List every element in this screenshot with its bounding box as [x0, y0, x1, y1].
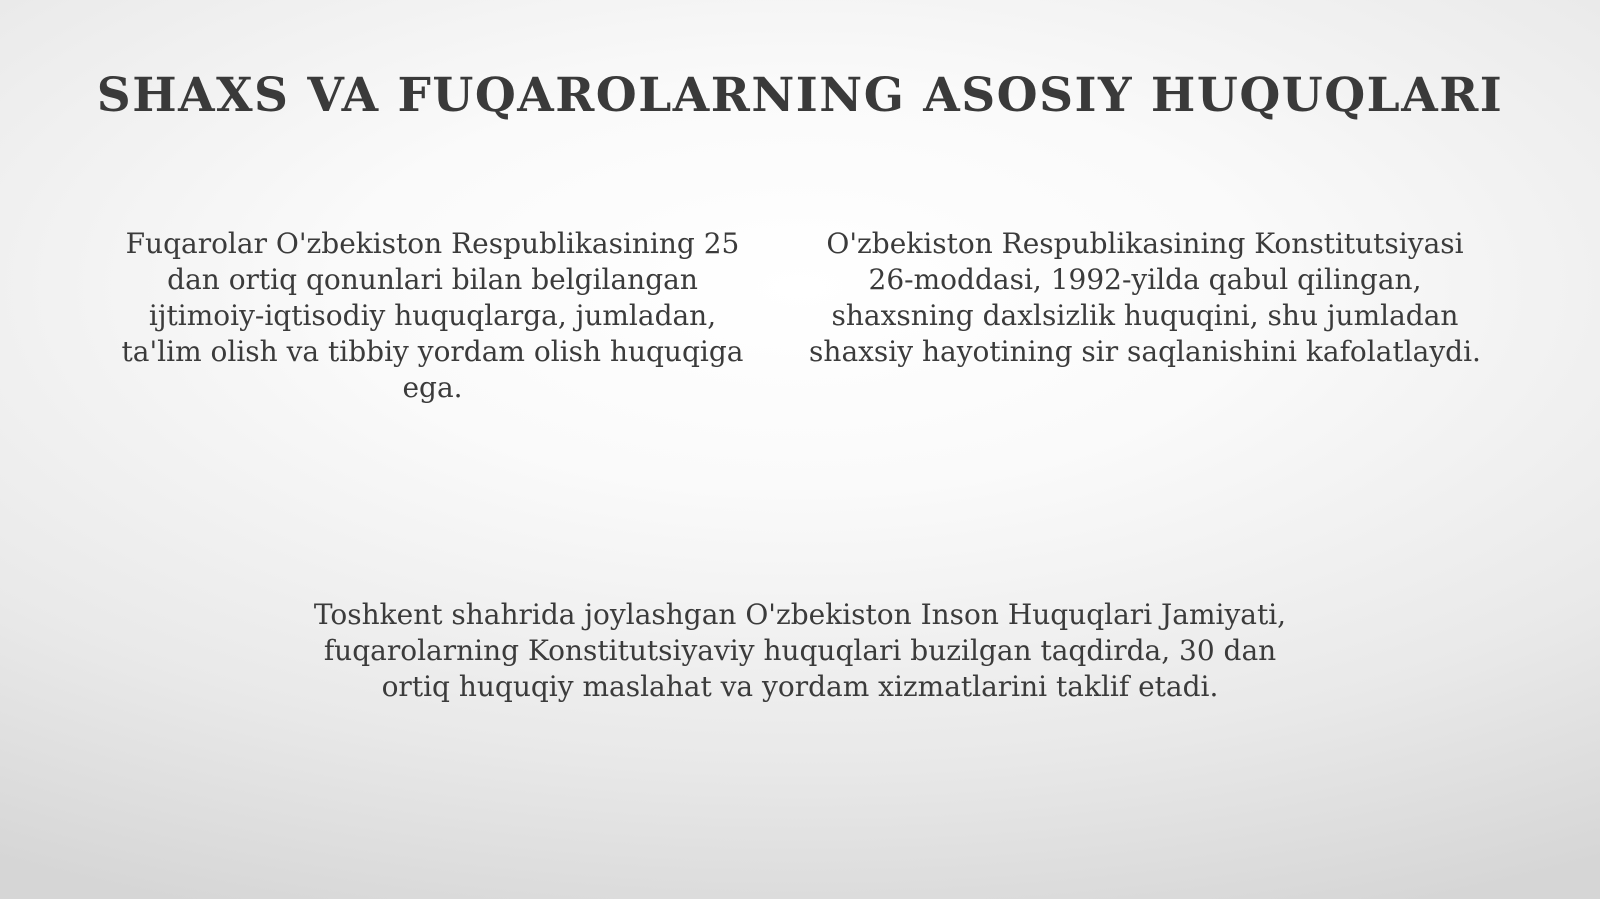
slide-title: SHAXS VA FUQAROLARNING ASOSIY HUQUQLARI: [96, 68, 1504, 123]
right-text-block: O'zbekiston Respublikasining Konstitutsiyasi 26-moddasi, 1992-yilda qabul qilingan, shaxsning daxlsizlik huquqini, shu jumladan shaxsiy hayotining sir saqlanishini kafolatlaydi.: [809, 227, 1481, 368]
bottom-text-block: Toshkent shahrida joylashgan O'zbekiston Inson Huquqlari Jamiyati, fuqarolarning Konstitutsiyaviy huquqlari buzilgan taqdirda, 30 dan ortiq huquqiy maslahat va yordam xizmatlarini taklif etadi.: [313, 598, 1287, 703]
left-text-block: Fuqarolar O'zbekiston Respublikasining 25 dan ortiq qonunlari bilan belgilangan ijtimoiy-iqtisodiy huquqlarga, jumladan, ta'lim olish va tibbiy yordam olish huquqiga ega.: [121, 227, 744, 404]
